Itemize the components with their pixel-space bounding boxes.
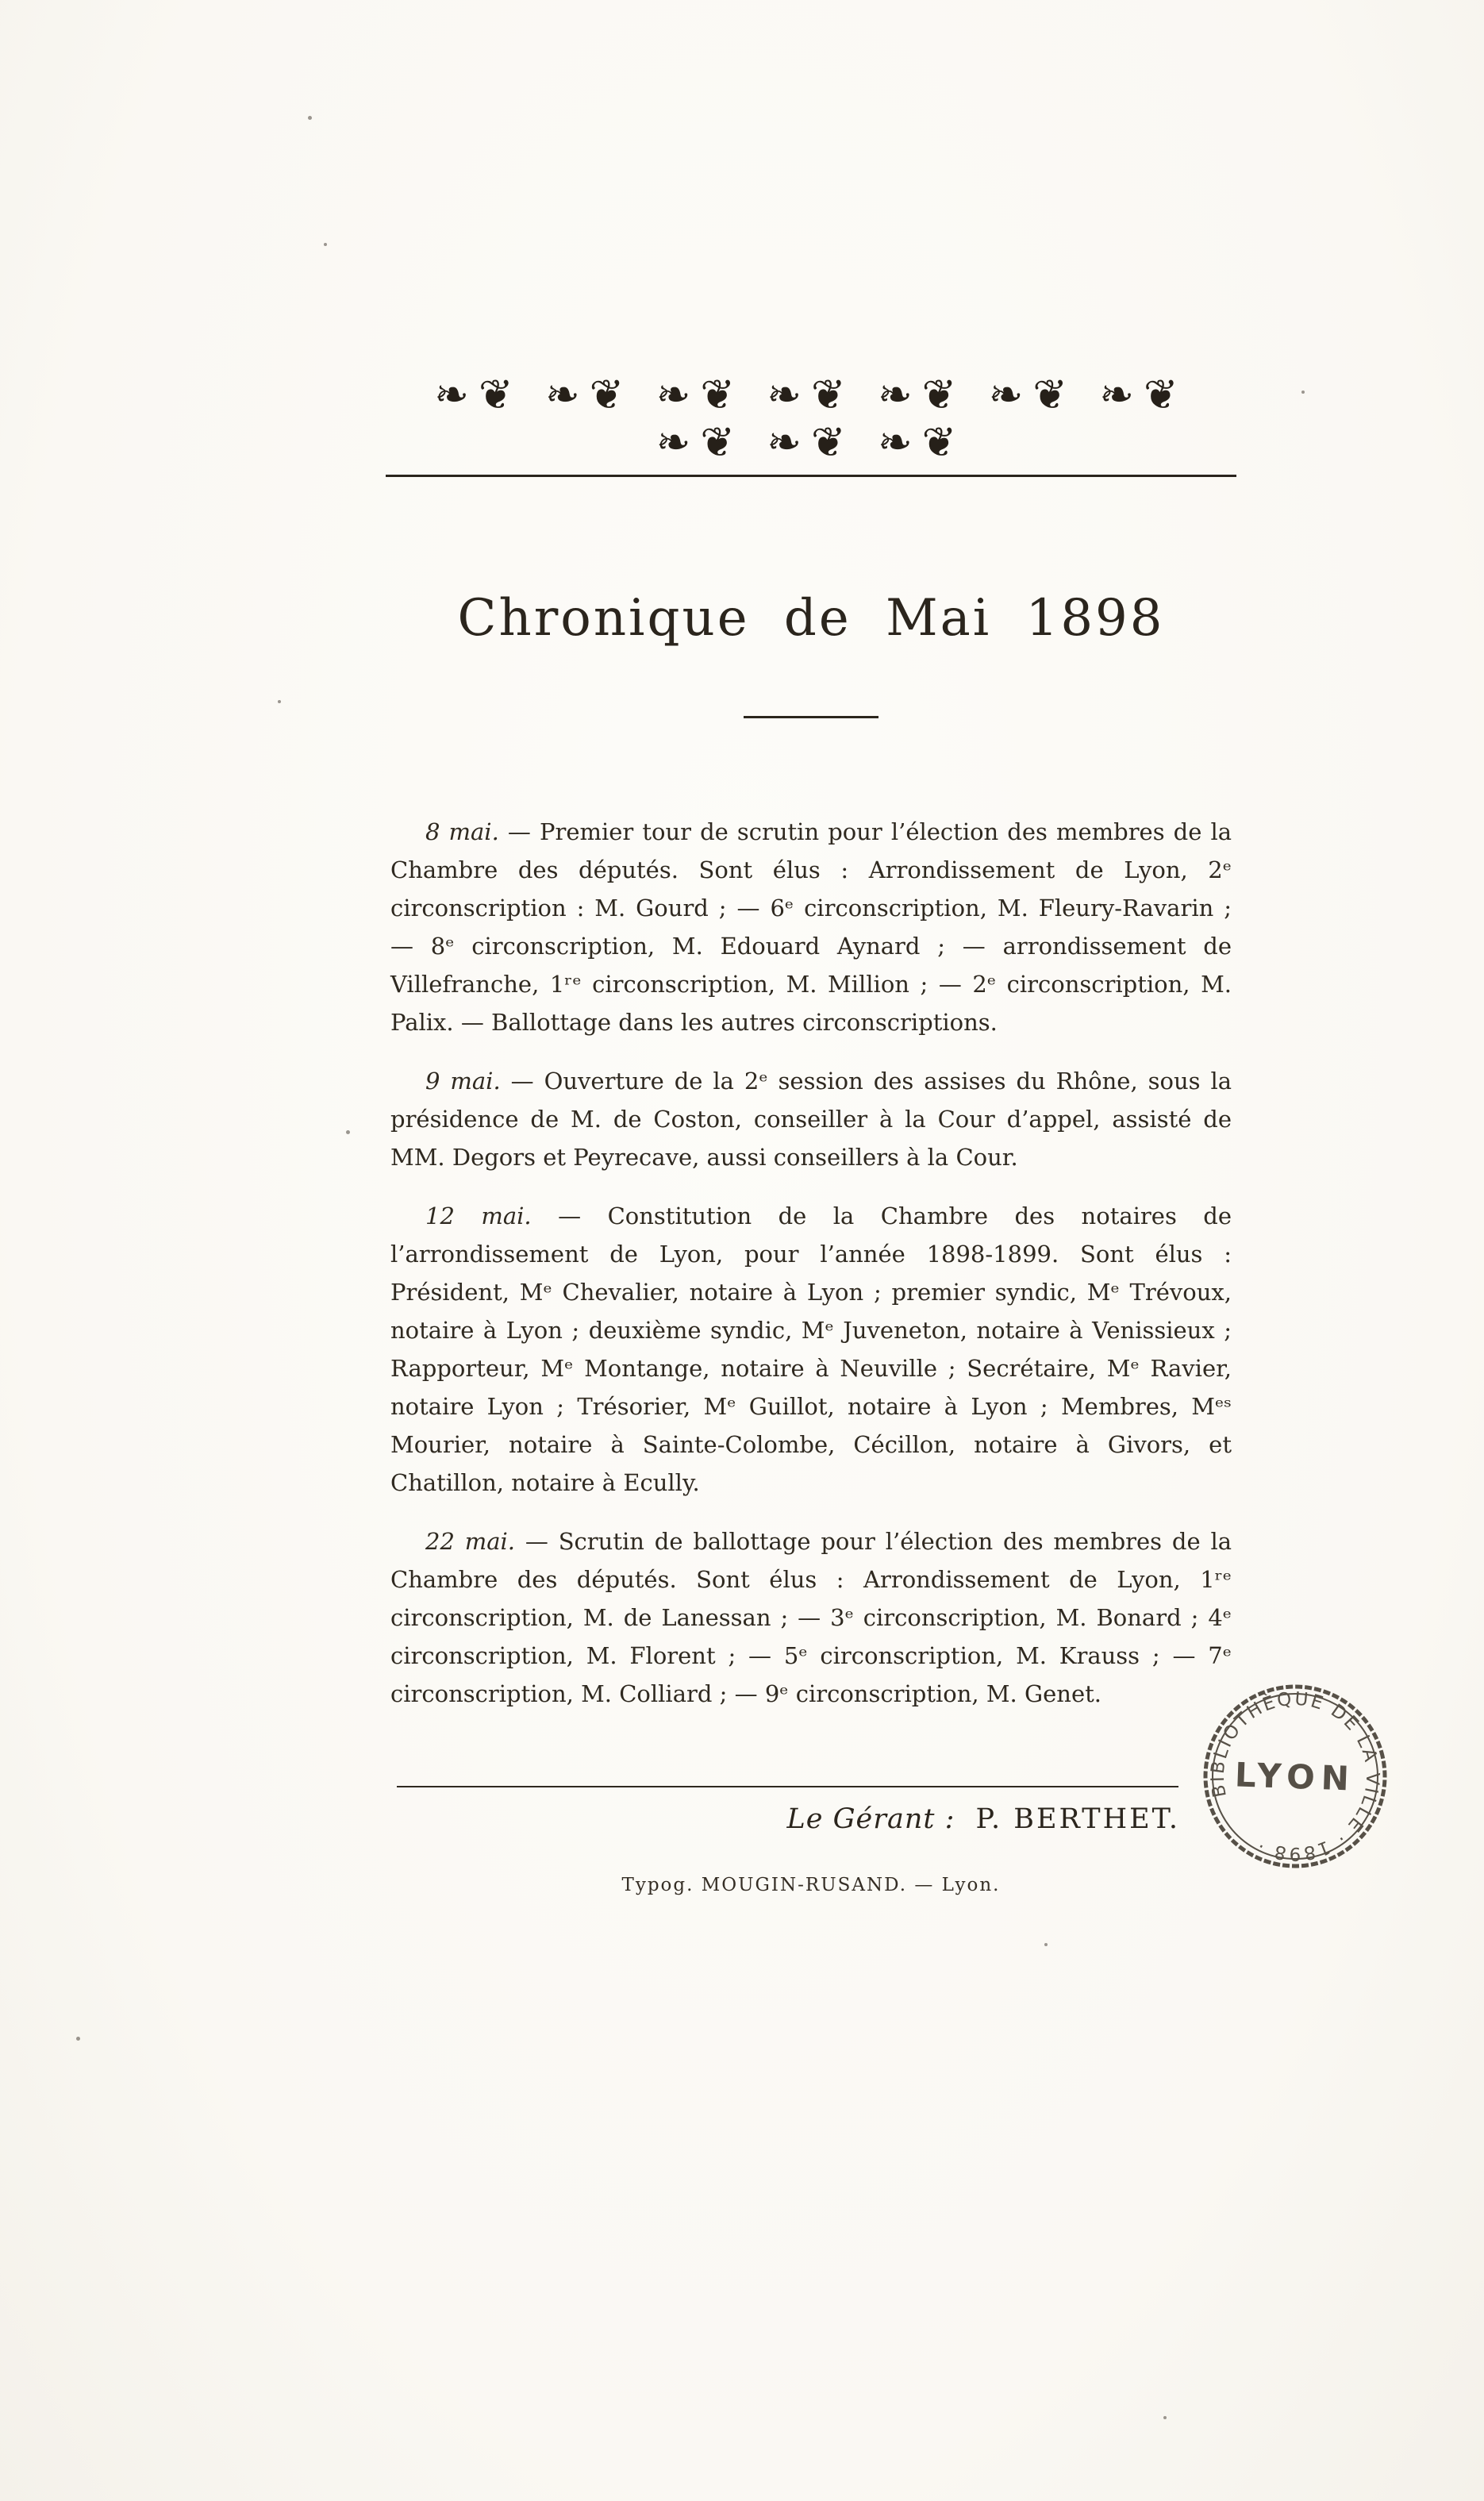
scan-speck [324, 243, 327, 246]
scan-speck [76, 2037, 80, 2041]
entry-date: 9 mai. [425, 1068, 501, 1095]
entry-date: 22 mai. [425, 1528, 516, 1555]
stamp-center-text: LYON [1234, 1755, 1356, 1799]
stamp-ring-text: BIBLIOTHÈQUE DE LA VILLE · 1898 · [1207, 1688, 1383, 1864]
entry-12-mai [390, 1197, 1232, 1502]
entry-22-mai [390, 1522, 1232, 1713]
entry-text: — Premier tour de scrutin pour l’élection des membres de la Chambre des députés. Sont élus : Arrondissement de Lyon, 2ᵉ circonscription : M. Gourd ; — 6ᵉ circonscription, M. Fleury-Ravarin ; — 8ᵉ circonscription, M. Edouard Aynard ; — arrondissement de Villefranche, 1ʳᵉ circonscription, M. Million ; — 2ᵉ circonscription, M. Palix. — Ballottage dans les autres circonscriptions. [390, 818, 1232, 1036]
scan-speck [1301, 391, 1305, 394]
chronicle-body [390, 813, 1232, 1733]
entry-text: — Scrutin de ballottage pour l’élection des membres de la Chambre des députés. Sont élus : Arrondissement de Lyon, 1ʳᵉ circonscription, M. de Lanessan ; — 3ᵉ circonscription, M. Bonard ; 4ᵉ circonscription, M. Florent ; — 5ᵉ circonscription, M. Krauss ; — 7ᵉ circonscription, M. Colliard ; — 9ᵉ circonscription, M. Genet. [390, 1528, 1232, 1707]
scan-speck [1044, 1943, 1048, 1946]
scan-speck [346, 1130, 350, 1134]
entry-date: 12 mai. [425, 1202, 532, 1229]
entry-8-mai [390, 813, 1232, 1041]
gerant-line [390, 1803, 1180, 1835]
entry-text: — Constitution de la Chambre des notaires de l’arrondissement de Lyon, pour l’année 1898-1899. Sont élus : Président, Mᵉ Chevalier, notaire à Lyon ; premier syndic, Mᵉ Trévoux, notaire à Lyon ; deuxième syndic, Mᵉ Juveneton, notaire à Venissieux ; Rapporteur, Mᵉ Montange, notaire à Neuville ; Secrétaire, Mᵉ Ravier, notaire Lyon ; Trésorier, Mᵉ Guillot, notaire à Lyon ; Membres, Mᵉˢ Mourier, notaire à Sainte-Colombe, Cécillon, notaire à Givors, et Chatillon, notaire à Ecully. [390, 1202, 1232, 1496]
ornament-band: ❧❦ ❧❦ ❧❦ ❧❦ ❧❦ ❧❦ ❧❦ ❧❦ ❧❦ ❧❦ [386, 371, 1236, 477]
scan-speck [278, 700, 281, 703]
page-title: Chronique de Mai 1898 [457, 589, 1165, 648]
scan-speck [1163, 2416, 1167, 2419]
gerant-name: P. BERTHET. [975, 1803, 1180, 1835]
title-rule [744, 716, 878, 718]
entry-date: 8 mai. [425, 818, 499, 845]
gerant-label: Le Gérant : [786, 1803, 955, 1835]
entry-9-mai [390, 1062, 1232, 1176]
printer-imprint: Typog. MOUGIN-RUSAND. — Lyon. [621, 1875, 1001, 1895]
scan-speck [308, 116, 312, 120]
footer-rule [397, 1786, 1178, 1787]
entry-text: — Ouverture de la 2ᵉ session des assises du Rhône, sous la présidence de M. de Coston, conseiller à la Cour d’appel, assisté de MM. Degors et Peyrecave, aussi conseillers à la Cour. [390, 1068, 1232, 1171]
